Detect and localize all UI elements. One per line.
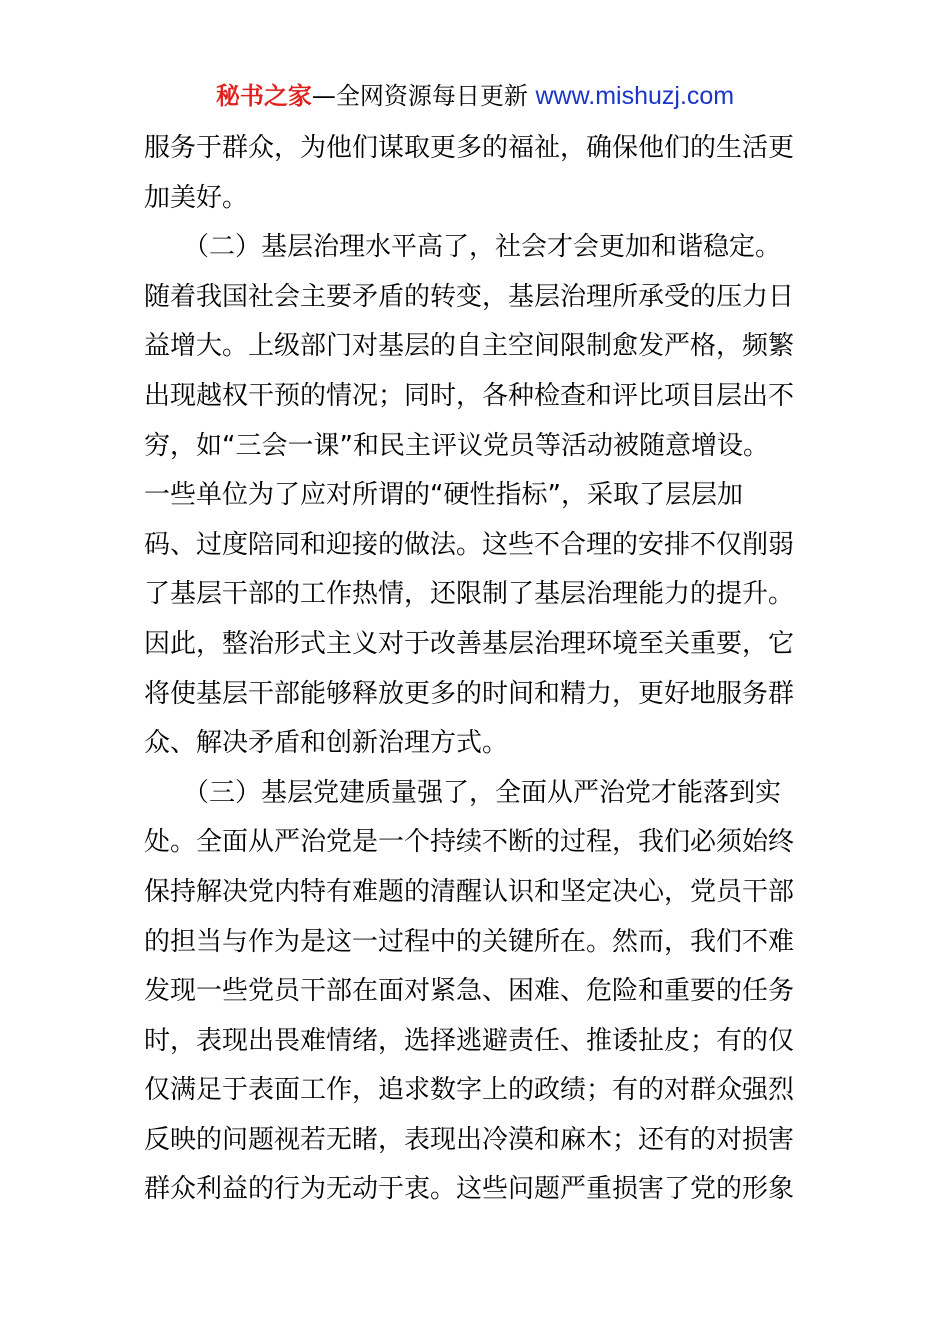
text-line: 码、过度陪同和迎接的做法。这些不合理的安排不仅削弱 — [144, 529, 795, 560]
text-line: 将使基层干部能够释放更多的时间和精力，更好地服务群 — [144, 678, 795, 709]
text-line: 了基层干部的工作热情，还限制了基层治理能力的提升。 — [144, 579, 795, 610]
site-tagline: —全网资源每日更新 — [311, 82, 528, 110]
text-line: 加美好。 — [144, 182, 249, 213]
document-body — [144, 124, 808, 1215]
text-line: 时，表现出畏难情绪，选择逃避责任、推诿扯皮；有的仅 — [144, 1025, 795, 1056]
text-line: 服务于群众，为他们谋取更多的福祉，确保他们的生活更 — [144, 133, 795, 163]
text-line: 出现越权干预的情况；同时，各种检查和评比项目层出不 — [144, 380, 795, 411]
text-line: 处。全面从严治党是一个持续不断的过程，我们必须始终 — [144, 827, 795, 858]
text-line: 穷，如“三会一课”和民主评议党员等活动被随意增设。 — [144, 430, 769, 461]
text-line: 益增大。上级部门对基层的自主空间限制愈发严格，频繁 — [144, 331, 795, 362]
text-line: （二）基层治理水平高了，社会才会更加和谐稳定。 — [144, 232, 782, 263]
site-brand: 秘书之家 — [215, 82, 312, 110]
text-line: 众、解决矛盾和创新治理方式。 — [144, 728, 509, 759]
site-url-link[interactable]: www.mishuzj.com — [535, 82, 735, 110]
text-line: 的担当与作为是这一过程中的关键所在。然而，我们不难 — [144, 926, 795, 957]
text-line: 保持解决党内特有难题的清醒认识和坚定决心，党员干部 — [144, 876, 795, 907]
text-line: 一些单位为了应对所谓的“硬性指标”，采取了层层加 — [144, 480, 743, 511]
text-line: （三）基层党建质量强了，全面从严治党才能落到实 — [144, 777, 782, 808]
text-line: 群众利益的行为无动于衷。这些问题严重损害了党的形象 — [144, 1174, 795, 1205]
text-line: 因此，整治形式主义对于改善基层治理环境至关重要，它 — [144, 628, 795, 659]
text-line: 发现一些党员干部在面对紧急、困难、危险和重要的任务 — [144, 976, 795, 1007]
text-line: 反映的问题视若无睹，表现出冷漠和麻木；还有的对损害 — [144, 1124, 795, 1155]
text-line: 仅满足于表面工作，追求数字上的政绩；有的对群众强烈 — [144, 1075, 795, 1106]
text-line: 随着我国社会主要矛盾的转变，基层治理所承受的压力日 — [144, 281, 795, 312]
site-header — [0, 80, 950, 112]
